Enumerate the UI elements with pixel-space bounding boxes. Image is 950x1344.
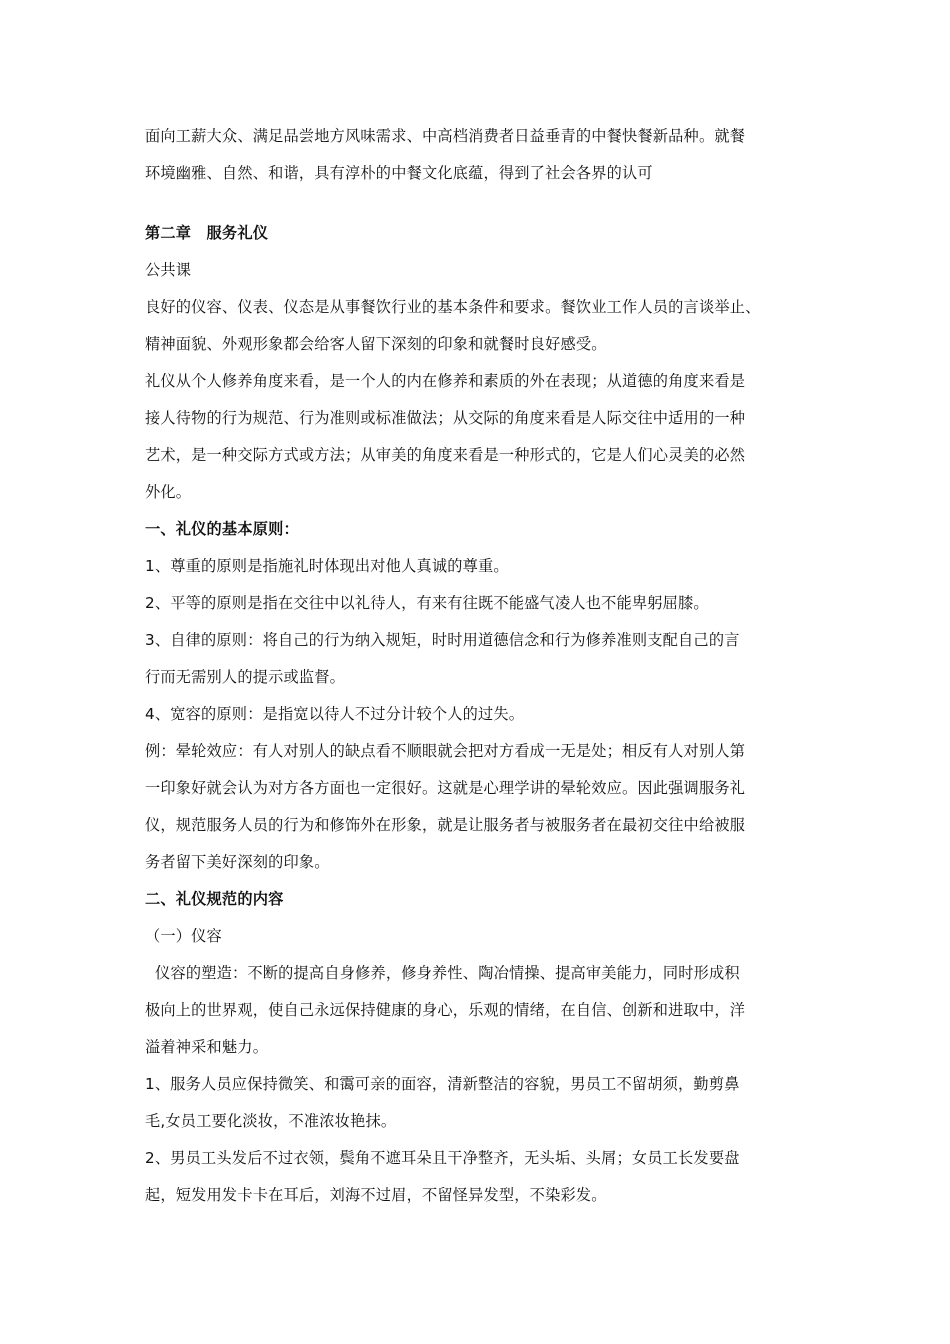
paragraph-line: 仪容的塑造：不断的提高自身修养，修身养性、陶冶情操、提高审美能力，同时形成积: [145, 964, 740, 982]
intro-line: 面向工薪大众、满足品尝地方风味需求、中高档消费者日益垂青的中餐快餐新品种。就餐: [145, 127, 746, 145]
rule-item: 起，短发用发卡卡在耳后，刘海不过眉，不留怪异发型，不染彩发。: [145, 1186, 607, 1204]
example-line: 务者留下美好深刻的印象。: [145, 853, 330, 871]
principle-item: 2、平等的原则是指在交往中以礼待人，有来有往既不能盛气凌人也不能卑躬屈膝。: [145, 594, 709, 612]
rule-item: 1、服务人员应保持微笑、和霭可亲的面容，清新整洁的容貌，男员工不留胡须，勤剪鼻: [145, 1075, 740, 1093]
paragraph-line: 外化。: [145, 483, 192, 501]
rule-item: 毛,女员工要化淡妆，不准浓妆艳抹。: [145, 1112, 397, 1130]
section-heading: 二、礼仪规范的内容: [145, 890, 284, 908]
document-page: [145, 118, 815, 1214]
chapter-title: 第二章 服务礼仪: [145, 224, 269, 242]
principle-item: 1、尊重的原则是指施礼时体现出对他人真诚的尊重。: [145, 557, 509, 575]
intro-line: 环境幽雅、自然、和谐，具有淳朴的中餐文化底蕴，得到了社会各界的认可: [145, 164, 653, 182]
rule-item: 2、男员工头发后不过衣领，鬓角不遮耳朵且干净整齐，无头垢、头屑；女员工长发要盘: [145, 1149, 740, 1167]
principle-item: 3、自律的原则：将自己的行为纳入规矩，时时用道德信念和行为修养准则支配自己的言: [145, 631, 740, 649]
paragraph-line: 礼仪从个人修养角度来看，是一个人的内在修养和素质的外在表现；从道德的角度来看是: [145, 372, 746, 390]
paragraph-line: 良好的仪容、仪表、仪态是从事餐饮行业的基本条件和要求。餐饮业工作人员的言谈举止、: [145, 298, 761, 316]
paragraph-line: 极向上的世界观，使自己永远保持健康的身心，乐观的情绪，在自信、创新和进取中，洋: [145, 1001, 746, 1019]
paragraph-line: 溢着神采和魅力。: [145, 1038, 269, 1056]
section-heading: 一、礼仪的基本原则：: [145, 520, 299, 538]
course-label: 公共课: [145, 261, 192, 279]
paragraph-line: 接人待物的行为规范、行为准则或标准做法；从交际的角度来看是人际交往中适用的一种: [145, 409, 746, 427]
example-line: 例：晕轮效应：有人对别人的缺点看不顺眼就会把对方看成一无是处；相反有人对别人第: [145, 742, 746, 760]
subsection-heading: （一）仪容: [145, 927, 222, 945]
paragraph-line: 精神面貌、外观形象都会给客人留下深刻的印象和就餐时良好感受。: [145, 335, 607, 353]
example-line: 一印象好就会认为对方各方面也一定很好。这就是心理学讲的晕轮效应。因此强调服务礼: [145, 779, 746, 797]
principle-item: 4、宽容的原则：是指宽以待人不过分计较个人的过失。: [145, 705, 525, 723]
example-line: 仪，规范服务人员的行为和修饰外在形象，就是让服务者与被服务者在最初交往中给被服: [145, 816, 746, 834]
paragraph-line: 艺术，是一种交际方式或方法；从审美的角度来看是一种形式的，它是人们心灵美的必然: [145, 446, 746, 464]
principle-item: 行而无需别人的提示或监督。: [145, 668, 346, 686]
